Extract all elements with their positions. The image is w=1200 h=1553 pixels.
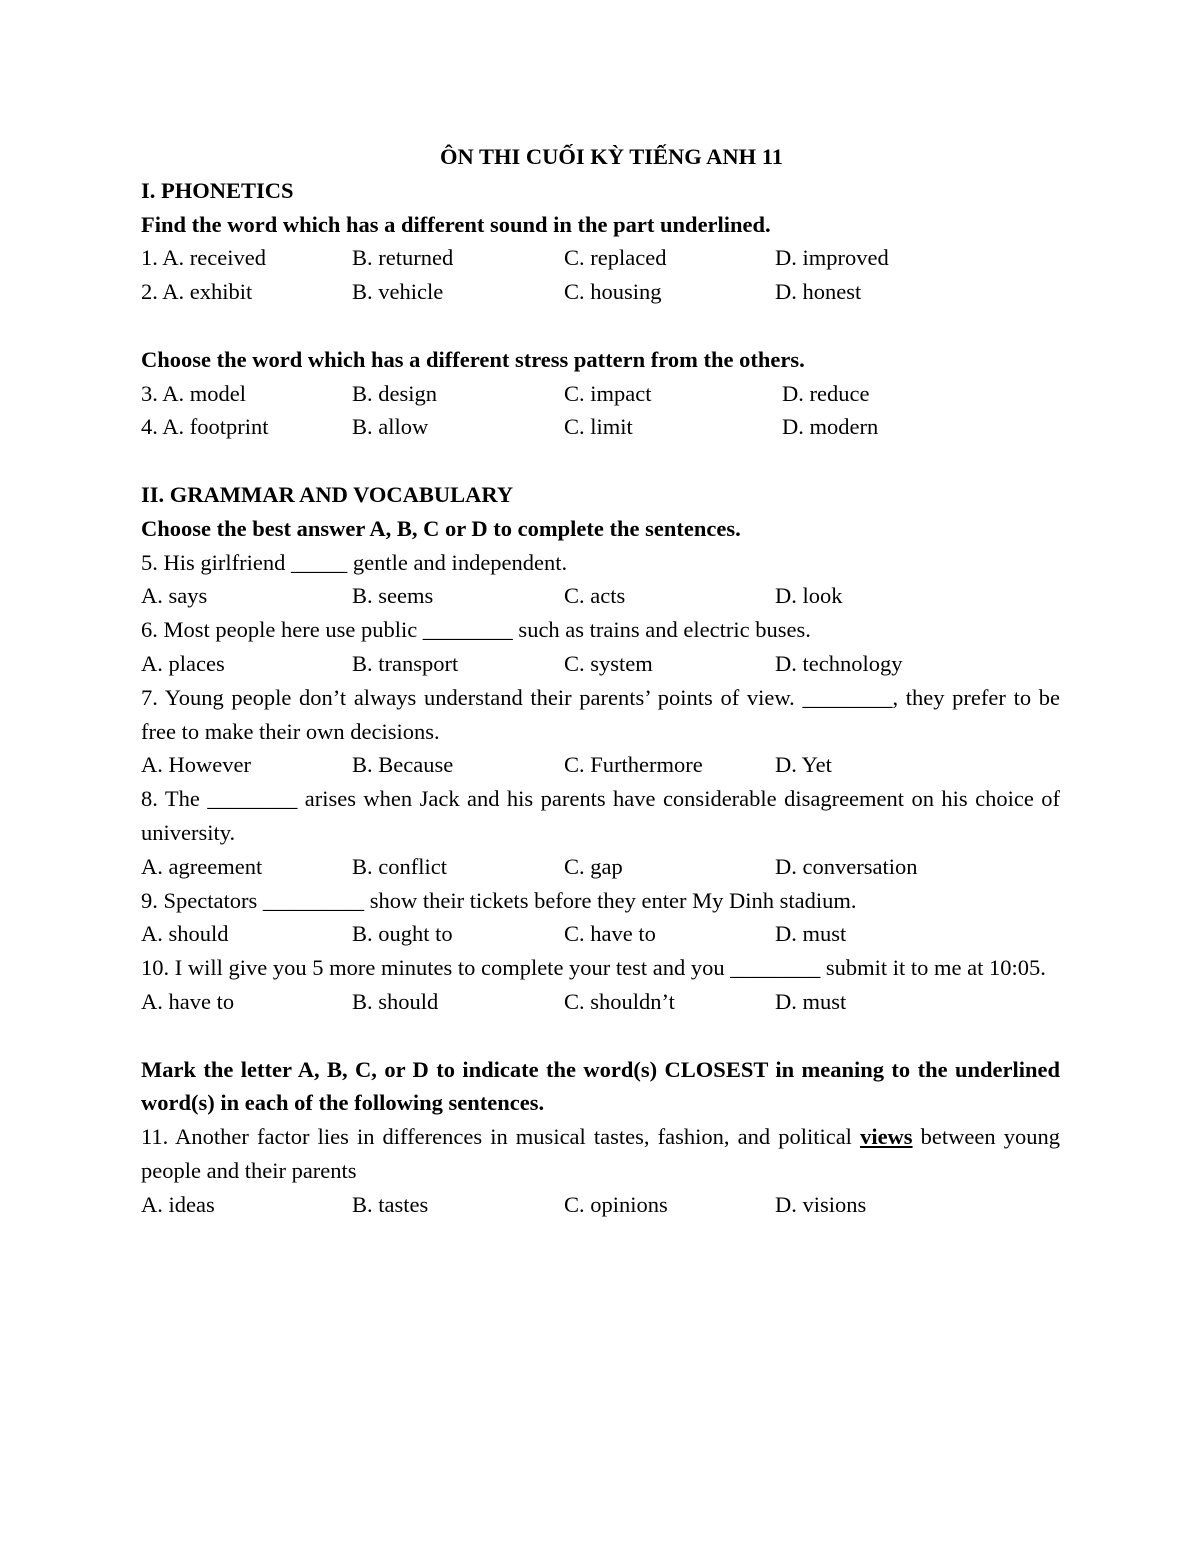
question-10-options	[141, 985, 1060, 1019]
q5-option-d: D. look	[775, 583, 843, 609]
q10-option-a: A. have to	[141, 988, 235, 1014]
instruction-best-answer: Choose the best answer A, B, C or D to complete the sentences.	[141, 515, 741, 541]
q11-option-d: D. visions	[775, 1191, 867, 1217]
spacer	[141, 309, 1060, 343]
q10-option-d: D. must	[775, 988, 847, 1014]
question-6-options	[141, 647, 1060, 681]
q4-option-a: 4. A. footprint	[141, 414, 269, 440]
q6-option-a: A. places	[141, 650, 225, 676]
question-5-options	[141, 579, 1060, 613]
q11-option-b: B. tastes	[352, 1191, 429, 1217]
q7-option-b: B. Because	[352, 752, 454, 778]
q11-stem-after: between young people and their parents	[141, 1124, 1060, 1183]
question-7-stem: 7. Young people don’t always understand their parents’ points of view. ________, they prefer to be free to make their own decisions.	[141, 684, 1060, 744]
question-11-options	[141, 1188, 1060, 1222]
q2-option-b: B. vehicle	[352, 279, 444, 305]
q3-option-b: B. design	[352, 380, 438, 406]
q8-option-c: C. gap	[564, 853, 623, 879]
q1-option-d: D. improved	[775, 245, 889, 271]
q10-option-c: C. shouldn’t	[564, 988, 675, 1014]
document-page	[141, 140, 1060, 1222]
q11-underlined-word: views	[860, 1124, 913, 1150]
instruction-stress: Choose the word which has a different stress pattern from the others.	[141, 346, 805, 372]
q2-option-a: 2. A. exhibit	[141, 279, 253, 305]
page-title: ÔN THI CUỐI KỲ TIẾNG ANH 11	[440, 144, 783, 169]
question-9-options	[141, 917, 1060, 951]
question-5-stem: 5. His girlfriend _____ gentle and independent.	[141, 549, 568, 575]
q5-option-b: B. seems	[352, 583, 434, 609]
q4-option-b: B. allow	[352, 414, 429, 440]
q7-option-a: A. However	[141, 752, 251, 778]
question-8-stem: 8. The ________ arises when Jack and his parents have considerable disagreement on his choice of university.	[141, 786, 1060, 845]
section-heading-phonetics: I. PHONETICS	[141, 177, 294, 203]
q1-option-a: 1. A. received	[141, 245, 266, 271]
q1-option-c: C. replaced	[564, 245, 667, 271]
question-8-options	[141, 850, 1060, 884]
q11-option-a: A. ideas	[141, 1191, 215, 1217]
q5-option-c: C. acts	[564, 583, 626, 609]
q9-option-a: A. should	[141, 921, 229, 947]
q2-option-d: D. honest	[775, 279, 862, 305]
question-4-options	[141, 410, 1060, 444]
q6-option-d: D. technology	[775, 650, 903, 676]
question-1-options	[141, 241, 1060, 275]
q3-option-d: D. reduce	[782, 380, 870, 406]
q4-option-d: D. modern	[782, 414, 879, 440]
question-9-stem: 9. Spectators _________ show their tickets before they enter My Dinh stadium.	[141, 887, 857, 913]
instruction-sound: Find the word which has a different sound in the part underlined.	[141, 211, 771, 237]
question-6-stem: 6. Most people here use public ________ such as trains and electric buses.	[141, 617, 811, 643]
q1-option-b: B. returned	[352, 245, 454, 271]
q8-option-b: B. conflict	[352, 853, 447, 879]
q9-option-d: D. must	[775, 921, 847, 947]
q3-option-c: C. impact	[564, 380, 652, 406]
q11-option-c: C. opinions	[564, 1191, 668, 1217]
q9-option-b: B. ought to	[352, 921, 453, 947]
q7-option-d: D. Yet	[775, 752, 832, 778]
q10-option-b: B. should	[352, 988, 439, 1014]
instruction-closest-meaning: Mark the letter A, B, C, or D to indicate the word(s) CLOSEST in meaning to the underlined word(s) in each of the following sentences.	[141, 1056, 1060, 1116]
question-7-options	[141, 748, 1060, 782]
q2-option-c: C. housing	[564, 279, 662, 305]
q11-stem-before: 11. Another factor lies in differences in musical tastes, fashion, and political	[141, 1124, 861, 1150]
question-11-stem	[141, 1120, 1060, 1188]
q4-option-c: C. limit	[564, 414, 633, 440]
q6-option-b: B. transport	[352, 650, 459, 676]
q9-option-c: C. have to	[564, 921, 656, 947]
q8-option-a: A. agreement	[141, 853, 263, 879]
q7-option-c: C. Furthermore	[564, 752, 703, 778]
question-3-options	[141, 377, 1060, 411]
q8-option-d: D. conversation	[775, 853, 918, 879]
spacer	[141, 1019, 1060, 1053]
question-2-options	[141, 275, 1060, 309]
q5-option-a: A. says	[141, 583, 208, 609]
q3-option-a: 3. A. model	[141, 380, 246, 406]
section-heading-grammar: II. GRAMMAR AND VOCABULARY	[141, 481, 514, 507]
q6-option-c: C. system	[564, 650, 653, 676]
spacer	[141, 444, 1060, 478]
question-10-stem: 10. I will give you 5 more minutes to complete your test and you ________ submit it to me at 10:05.	[141, 955, 1046, 981]
